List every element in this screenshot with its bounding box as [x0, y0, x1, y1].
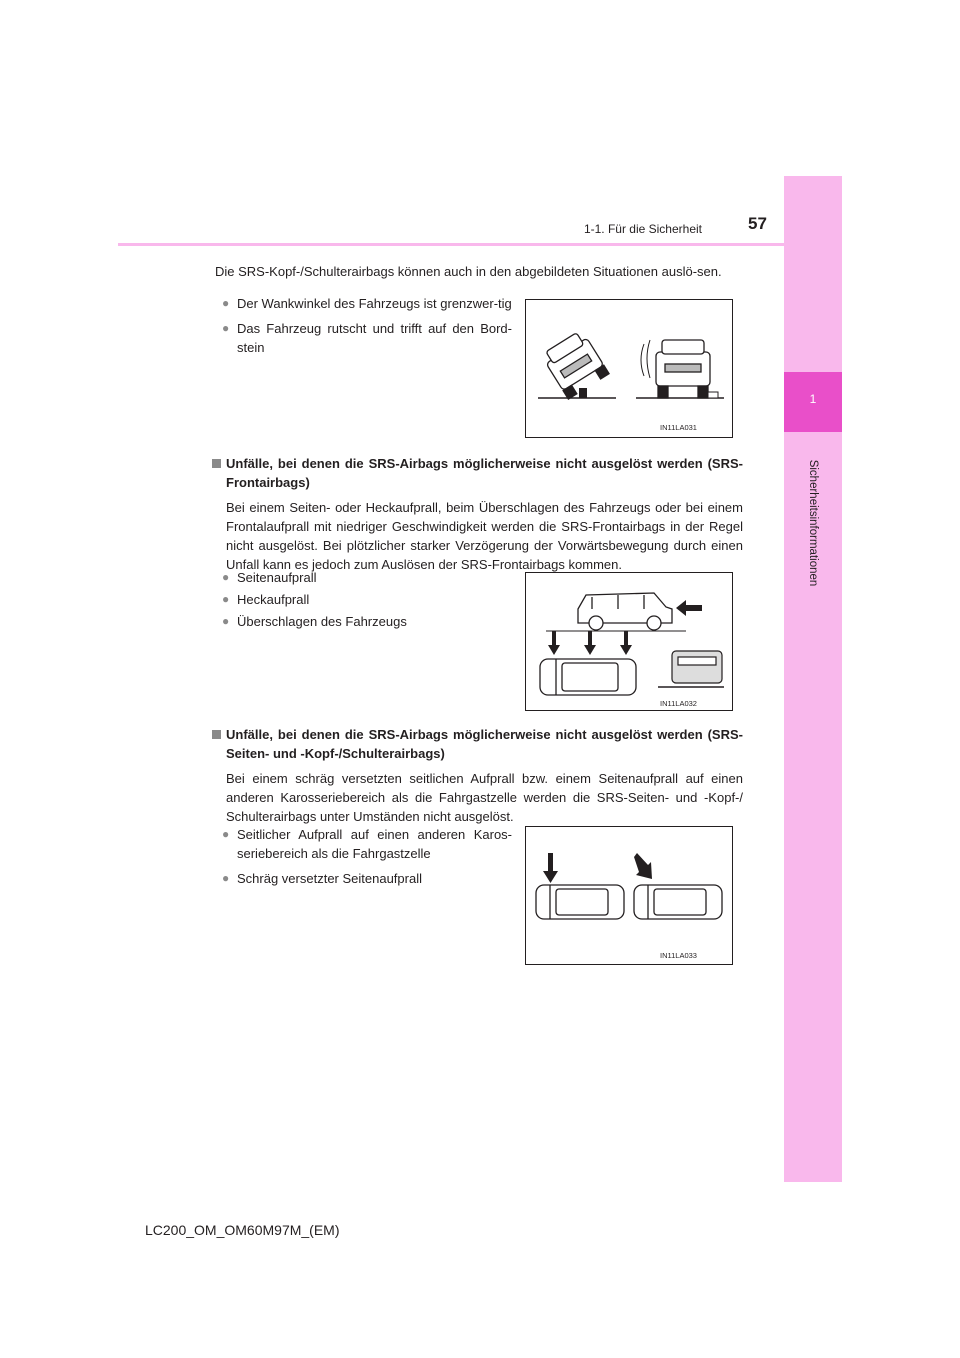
- side-rear-rollover-illustration: [526, 573, 732, 710]
- chapter-title: Sicherheitsinformationen: [807, 459, 819, 587]
- figure-code: IN11LA031: [660, 423, 697, 432]
- figure-rollover-curb: [525, 299, 733, 438]
- bullet-icon: ●: [222, 592, 230, 606]
- chapter-number: 1: [809, 392, 817, 406]
- figure-offset-side-impact: [525, 826, 733, 965]
- figure-side-rear-rollover: [525, 572, 733, 711]
- list-item: ● Seitenaufprall: [222, 570, 317, 585]
- bullet-list-2: [222, 568, 512, 634]
- section-frontairbags: [212, 454, 743, 574]
- heading-square-icon: [212, 730, 221, 739]
- list-item: ● Der Wankwinkel des Fahrzeugs ist grenzwer-tig: [222, 296, 512, 311]
- section-paragraph: Bei einem Seiten- oder Heckaufprall, beim Überschlagen des Fahrzeugs oder bei einem Frontalaufprall mit niedriger Geschwindigkeit werden die SRS-Frontairbags in der Regel nicht ausgelöst. Bei plötzlicher starker Verzögerung der Vorwärtsbewegung durch einen Unfall kann es jedoch zum Auslösen der SRS-Frontairbags kommen.: [226, 500, 743, 572]
- list-item: ● Das Fahrzeug rutscht und trifft auf den Bord-stein: [222, 321, 512, 355]
- list-item: ● Heckaufprall: [222, 592, 310, 607]
- header-section-title: 1-1. Für die Sicherheit: [583, 222, 702, 236]
- offset-side-impact-illustration: [526, 827, 732, 964]
- bullet-icon: ●: [222, 827, 230, 841]
- page-number: 57: [748, 214, 767, 233]
- heading-square-icon: [212, 459, 221, 468]
- list-item: ● Seitlicher Aufprall auf einen anderen Karos-seriebereich als die Fahrgastzelle: [222, 827, 512, 861]
- intro-paragraph: Die SRS-Kopf-/Schulterairbags können auch in den abgebildeten Situationen auslö-sen.: [215, 264, 722, 279]
- bullet-list-3: [222, 825, 512, 894]
- figure-code: IN11LA032: [660, 699, 697, 708]
- document-footer-code: LC200_OM_OM60M97M_(EM): [145, 1222, 340, 1238]
- bullet-icon: ●: [222, 321, 230, 335]
- bullet-icon: ●: [222, 570, 230, 584]
- rollover-curb-illustration: [526, 300, 732, 437]
- bullet-icon: ●: [222, 871, 230, 885]
- bullet-icon: ●: [222, 296, 230, 310]
- section-heading: Unfälle, bei denen die SRS-Airbags möglicherweise nicht ausgelöst werden (SRS-Frontairbags): [212, 454, 743, 492]
- chapter-side-tab: [784, 176, 842, 1182]
- bullet-list-1: [222, 294, 512, 363]
- header-rule: [118, 243, 784, 246]
- list-item: ● Überschlagen des Fahrzeugs: [222, 614, 407, 629]
- list-item: ● Schräg versetzter Seitenaufprall: [222, 871, 422, 886]
- section-heading: Unfälle, bei denen die SRS-Airbags möglicherweise nicht ausgelöst werden (SRS-Seiten- und -Kopf-/Schulterairbags): [212, 725, 743, 763]
- figure-code: IN11LA033: [660, 951, 697, 960]
- section-paragraph: Bei einem schräg versetzten seitlichen Aufprall bzw. einem Seitenaufprall auf einen anderen Karosseriebereich als die Fahrgastzelle werden die SRS-Seiten- und -Kopf-/ Schulterairbags unter Umständen nicht ausgelöst.: [226, 771, 743, 824]
- section-side-head-airbags: [212, 725, 743, 826]
- bullet-icon: ●: [222, 614, 230, 628]
